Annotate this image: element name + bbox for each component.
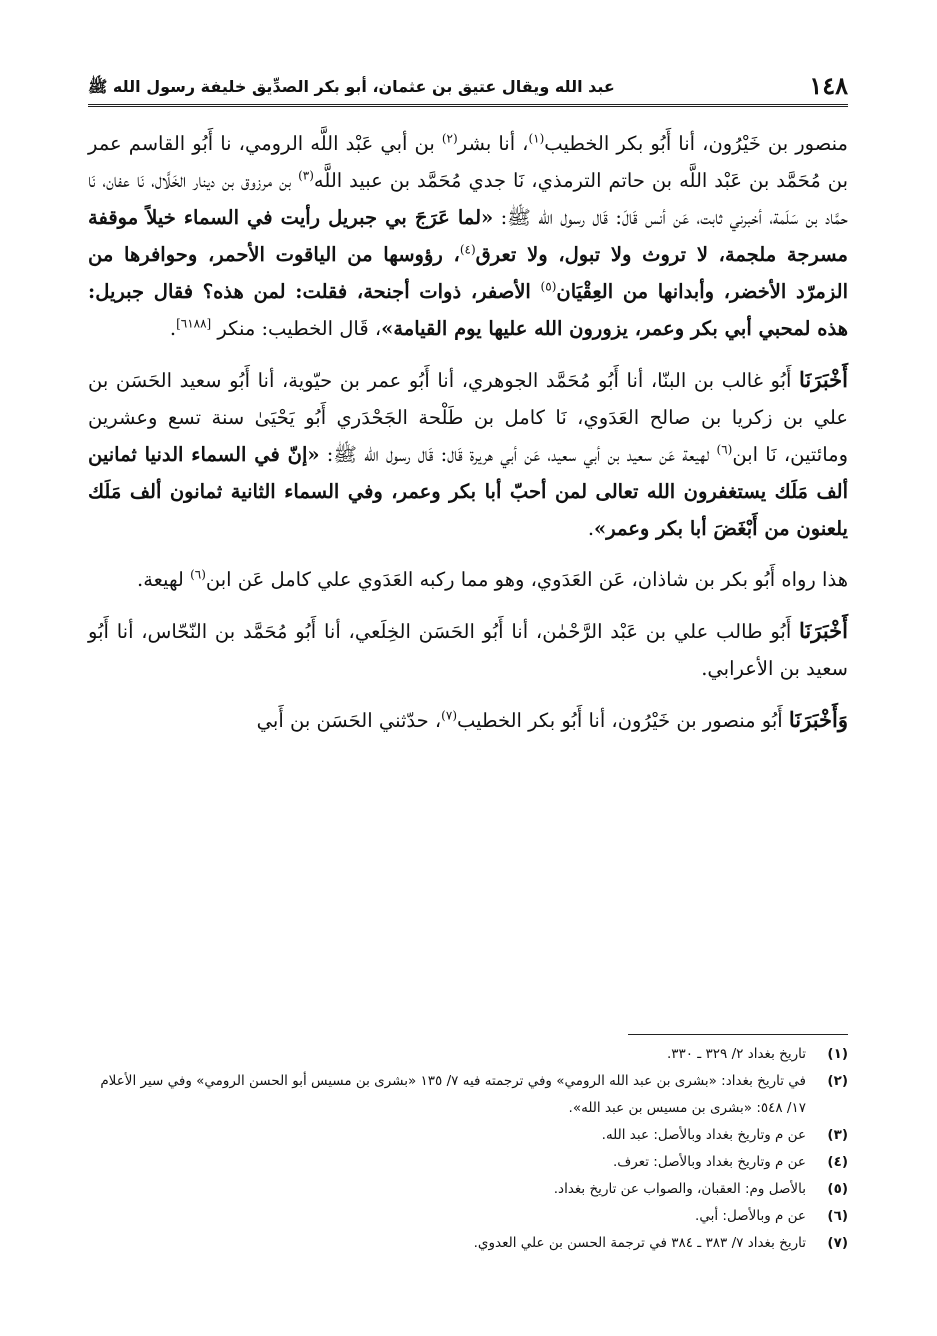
text-run: لهيعة عَن سعيد بن أبي سعيد، عَن أبي هريرة قَال: قَال رسول الله ﷺ:: [319, 443, 717, 466]
footnote: [88, 1068, 848, 1122]
text-run: بن مرزوق بن دينار الخَلَّال، نَا عفان، نَا حمَّاد بن سَلَمة، أخبرني ثابت، عَن أنس قَالَ: قَال رسول الله ﷺ:: [88, 169, 848, 229]
footnote-ref: [٦١٨٨]: [176, 316, 212, 331]
hadith-text: الأصفر، ذوات أجنحة، فقلت: لمن هذه؟ فقال جبريل: هذه لمحبي أبي بكر وعمر، يزورون الله عليها يوم القيامة»: [88, 280, 848, 340]
running-title: عبد الله ويقال عتيق بن عثمان، أبو بكر الصدِّيق خليفة رسول الله ﷺ: [88, 77, 615, 96]
footnote-number: (٢): [827, 1073, 848, 1089]
isnad-lead-word: أَخْبَرَنَا: [799, 367, 848, 392]
hadith-text: ، رؤوسها من الياقوت الأحمر، وحوافرها من الزمرّد الأخضر، وأبدانها من العِقْيَان: [88, 243, 848, 303]
text-run: .: [169, 317, 177, 340]
footnote-text: عن م وتاريخ بغداد وبالأصل: تعرف.: [613, 1154, 806, 1170]
isnad-lead-word: وَأَخْبَرَنَا: [788, 707, 848, 732]
footnote-number: (٥): [827, 1181, 848, 1197]
text-run: هذا رواه أَبُو بكر بن شاذان، عَن العَدَوي، وهو مما ركبه العَدَوي علي كامل عَن ابن: [205, 568, 848, 591]
text-run: منصور بن خَيْرُون، أنا أَبُو بكر الخطيب: [544, 132, 848, 155]
text-run: لهيعة.: [137, 568, 191, 591]
footnotes-section: [88, 1006, 848, 1257]
footnote-number: (٦): [827, 1208, 848, 1224]
page-number: ١٤٨: [809, 71, 848, 100]
footnote-ref: (٥): [540, 279, 557, 294]
paragraph: [88, 612, 848, 687]
text-run: ، أنا بشر: [457, 132, 529, 155]
footnote: [88, 1176, 848, 1203]
footnote-ref: (٦): [716, 442, 733, 457]
text-run: أَبُو غالب بن البنّا، أنا أَبُو مُحَمَّد الجوهري، أنا أَبُو عمر بن حيّوية، أنا أَبُو سعيد الحَسَن بن علي بن زكريا بن صالح العَدَوي، نَا كامل بن طَلْحة الجَحْدَري أَبُو يَحْيَىٰ سنة تسع وعشرين ومائتين، نَا ابن: [88, 369, 848, 466]
footnote-text: تاريخ بغداد ٧/ ٣٨٣ ـ ٣٨٤ في ترجمة الحسن بن علي العدوي.: [473, 1235, 806, 1251]
paragraph: [88, 561, 848, 598]
hadith-text: «لما عَرَجَ بي جبريل رأيت في السماء خيلاً موقفة مسرجة ملجمة، لا تروث ولا تبول، ولا تعرق: [88, 206, 848, 266]
footnote-list: [88, 1041, 848, 1257]
main-text: [88, 125, 848, 739]
text-run: ، قَال الخطيب: منكر: [211, 317, 382, 340]
footnote: [88, 1149, 848, 1176]
book-page: [88, 58, 848, 753]
paragraph: [88, 361, 848, 547]
text-run: بن أبي عَبْد اللَّه الرومي، نا أَبُو القاسم عمر بن مُحَمَّد بن عَبْد اللَّه بن حاتم الترمذي، نَا جدي مُحَمَّد بن عبيد اللَّه: [88, 132, 849, 192]
footnote: [88, 1122, 848, 1149]
footnote-number: (٧): [827, 1235, 848, 1251]
footnote: [88, 1203, 848, 1230]
text-run: .: [587, 517, 595, 540]
footnote-text: في تاريخ بغداد: «بشرى بن عبد الله الرومي» وفي ترجمته فيه ٧/ ١٣٥ «بشرى بن مسيس أبو الحسن الرومي» وفي سير الأعلام ١٧/ ٥٤٨: «بشرى بن مسيس بن عبد الله».: [100, 1073, 806, 1116]
footnote-ref: (٧): [441, 708, 457, 723]
footnote-number: (٤): [827, 1154, 848, 1170]
footnote: [88, 1041, 848, 1068]
footnote-ref: (٦): [190, 567, 206, 582]
text-run: أَبُو طالب علي بن عَبْد الرَّحْمٰن، أنا أَبُو الحَسَن الخِلَعي، أنا أَبُو مُحَمَّد بن النّحّاس، أنا أَبُو سعيد بن الأعرابي.: [88, 620, 848, 680]
footnote-text: بالأصل وم: العقبان، والصواب عن تاريخ بغداد.: [553, 1181, 806, 1197]
footnote-number: (١): [827, 1046, 848, 1062]
paragraph: [88, 125, 848, 347]
footnote-text: عن م وتاريخ بغداد وبالأصل: عبد الله.: [601, 1127, 806, 1143]
page-header: [88, 58, 848, 107]
footnote-ref: (١): [528, 131, 545, 146]
footnote: [88, 1230, 848, 1257]
footnote-ref: (٤): [459, 242, 476, 257]
text-run: أَبُو منصور بن خَيْرُون، أنا أَبُو بكر الخطيب: [457, 709, 789, 732]
isnad-lead-word: أَخْبَرَنَا: [799, 618, 848, 643]
footnote-number: (٣): [827, 1127, 848, 1143]
footnote-text: عن م وبالأصل: أبي.: [695, 1208, 806, 1224]
footnote-ref: (٣): [298, 168, 314, 183]
text-run: ، حدّثني الحَسَن بن أَبي: [256, 709, 442, 732]
footnote-ref: (٢): [441, 131, 458, 146]
footnote-divider: [628, 1034, 848, 1035]
footnote-text: تاريخ بغداد ٢/ ٣٢٩ ـ ٣٣٠.: [666, 1046, 806, 1062]
hadith-text: «إنّ في السماء الدنيا ثمانين ألف مَلَك يستغفرون الله تعالى لمن أحبّ أبا بكر وعمر، وفي السماء الثانية ثمانون ألف مَلَك يلعنون من أَبْغَضَ أبا بكر وعمر»: [88, 443, 848, 540]
paragraph: [88, 701, 848, 739]
